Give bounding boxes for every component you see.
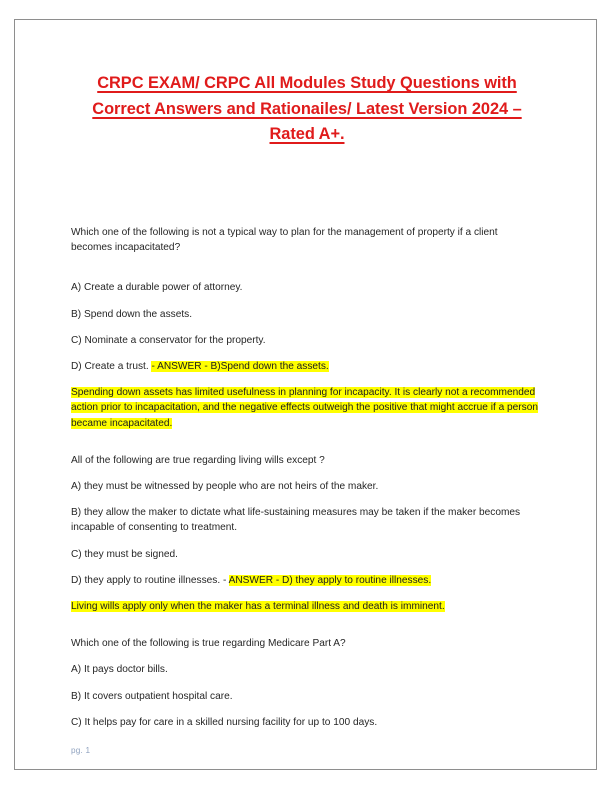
document-title-line-3: Rated A+. (269, 125, 345, 143)
page-number-footer: pg. 1 (71, 746, 91, 755)
option-text: C) It helps pay for care in a skilled nursing facility for up to 100 days. (71, 716, 378, 728)
rationale-paragraph (71, 385, 541, 431)
question-list (71, 225, 541, 730)
option-text: D) Create a trust. (71, 361, 152, 373)
answer-option (71, 479, 541, 494)
option-text: D) they apply to routine illnesses. - (71, 574, 229, 586)
question-stem: Which one of the following is not a typical way to plan for the management of property if a client becomes incapacitated? (71, 227, 498, 254)
answer-option (71, 333, 541, 348)
answer-option (71, 280, 541, 295)
question-block (71, 453, 541, 614)
answer-highlight: - ANSWER - B)Spend down the assets. (151, 361, 329, 373)
answer-highlight: ANSWER - D) they apply to routine illnesses. (228, 574, 432, 586)
answer-option (71, 547, 541, 562)
answer-option (71, 689, 541, 704)
question-stem: All of the following are true regarding living wills except ? (71, 454, 325, 466)
option-text: A) It pays doctor bills. (71, 664, 168, 676)
answer-option (71, 505, 541, 535)
document-title (57, 71, 557, 148)
answer-option (71, 662, 541, 677)
option-text: C) Nominate a conservator for the property. (71, 334, 266, 346)
rationale-highlight: Living wills apply only when the maker has a terminal illness and death is imminent. (71, 601, 445, 613)
document-page (14, 19, 597, 770)
page-content-area (15, 20, 598, 771)
option-text: B) Spend down the assets. (71, 308, 193, 320)
question-stem: Which one of the following is true regarding Medicare Part A? (71, 638, 346, 650)
rationale-paragraph (71, 599, 541, 614)
answer-option (71, 307, 541, 322)
question-block (71, 225, 541, 431)
rationale-highlight: Spending down assets has limited usefulness in planning for incapacity. It is clearly not a recommended action prior to incapacitation, and the negative effects outweigh the positive that might accrue if a person became incapacitated. (71, 387, 538, 429)
option-text: A) Create a durable power of attorney. (71, 282, 243, 294)
answer-option (71, 573, 541, 588)
answer-option (71, 359, 541, 374)
option-text: B) It covers outpatient hospital care. (71, 690, 233, 702)
option-text: B) they allow the maker to dictate what life-sustaining measures may be taken if the maker becomes incapable of consenting to treatment. (71, 507, 521, 534)
option-text: C) they must be signed. (71, 548, 178, 560)
document-title-line-1: CRPC EXAM/ CRPC All Modules Study Questions with (97, 74, 517, 92)
answer-option (71, 715, 541, 730)
question-block (71, 636, 541, 730)
document-title-line-2: Correct Answers and Rationailes/ Latest Version 2024 – (92, 99, 522, 118)
option-text: A) they must be witnessed by people who are not heirs of the maker. (71, 481, 379, 493)
